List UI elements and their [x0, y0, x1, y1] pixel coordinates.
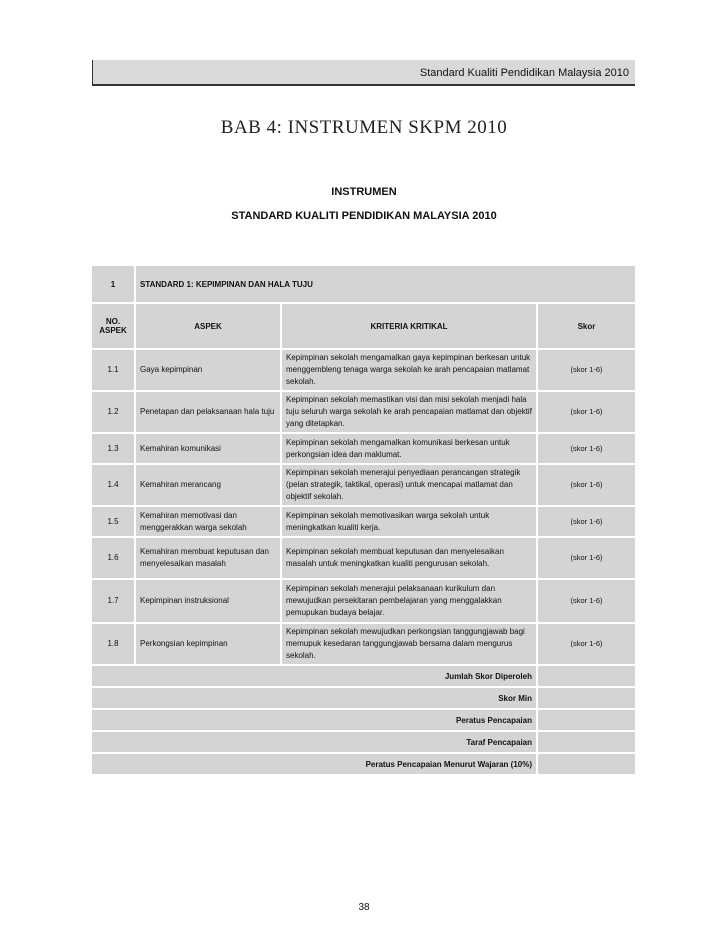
aspect-number: 1.3 [92, 434, 136, 465]
instrument-table [92, 266, 635, 776]
standard-number: 1 [92, 266, 136, 304]
aspect-name: Kepimpinan instruksional [136, 580, 282, 624]
aspect-score: (skor 1-6) [538, 507, 635, 538]
summary-value-cell [538, 666, 635, 688]
aspect-criteria: Kepimpinan sekolah mewujudkan perkongsian tanggungjawab bagi memupuk kesedaran tanggungjawab bersama dalam mengurus sekolah. [282, 624, 538, 666]
instrument-title: INSTRUMEN [331, 186, 397, 198]
aspect-score: (skor 1-6) [538, 392, 635, 434]
aspect-criteria: Kepimpinan sekolah menerajui pelaksanaan kurikulum dan mewujudkan persekitaran pembelajaran yang menggalakkan pemupukan budaya belajar. [282, 580, 538, 624]
col-header-kriteria: KRITERIA KRITIKAL [282, 304, 538, 350]
aspect-name: Kemahiran memotivasi dan menggerakkan warga sekolah [136, 507, 282, 538]
aspect-score: (skor 1-6) [538, 465, 635, 507]
aspect-number: 1.6 [92, 538, 136, 580]
table-row [92, 538, 635, 580]
table-row [92, 624, 635, 666]
summary-label: Peratus Pencapaian Menurut Wajaran (10%) [92, 754, 538, 776]
summary-label: Peratus Pencapaian [92, 710, 538, 732]
aspect-name: Gaya kepimpinan [136, 350, 282, 392]
col-header-no: NO. ASPEK [92, 304, 136, 350]
summary-label: Jumlah Skor Diperoleh [92, 666, 538, 688]
chapter-title: BAB 4: INSTRUMEN SKPM 2010 [220, 117, 508, 138]
summary-value-cell [538, 710, 635, 732]
table-row [92, 507, 635, 538]
summary-row [92, 710, 635, 732]
aspect-number: 1.1 [92, 350, 136, 392]
column-header-row [92, 304, 635, 350]
aspect-name: Kemahiran merancang [136, 465, 282, 507]
summary-row [92, 666, 635, 688]
aspect-criteria: Kepimpinan sekolah menerajui penyediaan perancangan strategik (pelan strategik, taktikal, operasi) untuk mencapai matlamat dan objektif sekolah. [282, 465, 538, 507]
aspect-score: (skor 1-6) [538, 580, 635, 624]
header-text: Standard Kualiti Pendidikan Malaysia 2010 [419, 67, 629, 79]
aspect-number: 1.5 [92, 507, 136, 538]
aspect-score: (skor 1-6) [538, 350, 635, 392]
table-row [92, 580, 635, 624]
aspect-score: (skor 1-6) [538, 434, 635, 465]
col-header-aspek: ASPEK [136, 304, 282, 350]
instrument-subtitle: STANDARD KUALITI PENDIDIKAN MALAYSIA 2010 [231, 210, 497, 222]
col-header-skor: Skor [538, 304, 635, 350]
table-row [92, 392, 635, 434]
aspect-name: Perkongsian kepimpinan [136, 624, 282, 666]
aspect-number: 1.4 [92, 465, 136, 507]
aspect-score: (skor 1-6) [538, 624, 635, 666]
aspect-number: 1.7 [92, 580, 136, 624]
running-header [92, 60, 635, 86]
table-row [92, 465, 635, 507]
aspect-number: 1.2 [92, 392, 136, 434]
page-number: 38 [358, 902, 370, 913]
aspect-criteria: Kepimpinan sekolah mengamalkan gaya kepimpinan berkesan untuk menggembleng tenaga warga sekolah ke arah pencapaian matlamat sekolah. [282, 350, 538, 392]
standard-title: STANDARD 1: KEPIMPINAN DAN HALA TUJU [136, 266, 635, 304]
aspect-name: Kemahiran membuat keputusan dan menyelesaikan masalah [136, 538, 282, 580]
aspect-criteria: Kepimpinan sekolah membuat keputusan dan menyelesaikan masalah untuk meningkatkan kualiti pengurusan sekolah. [282, 538, 538, 580]
standard-row [92, 266, 635, 304]
table-row [92, 350, 635, 392]
summary-value-cell [538, 732, 635, 754]
aspect-name: Penetapan dan pelaksanaan hala tuju [136, 392, 282, 434]
aspect-name: Kemahiran komunikasi [136, 434, 282, 465]
summary-value-cell [538, 688, 635, 710]
summary-row [92, 688, 635, 710]
aspect-criteria: Kepimpinan sekolah memastikan visi dan misi sekolah menjadi hala tuju seluruh warga sekolah ke arah pencapaian matlamat dan objektif yang ditetapkan. [282, 392, 538, 434]
summary-value-cell [538, 754, 635, 776]
summary-row [92, 754, 635, 776]
summary-row [92, 732, 635, 754]
table-row [92, 434, 635, 465]
summary-label: Taraf Pencapaian [92, 732, 538, 754]
summary-label: Skor Min [92, 688, 538, 710]
aspect-criteria: Kepimpinan sekolah mengamalkan komunikasi berkesan untuk perkongsian idea dan maklumat. [282, 434, 538, 465]
aspect-score: (skor 1-6) [538, 538, 635, 580]
aspect-number: 1.8 [92, 624, 136, 666]
aspect-criteria: Kepimpinan sekolah memotivasikan warga sekolah untuk meningkatkan kualiti kerja. [282, 507, 538, 538]
